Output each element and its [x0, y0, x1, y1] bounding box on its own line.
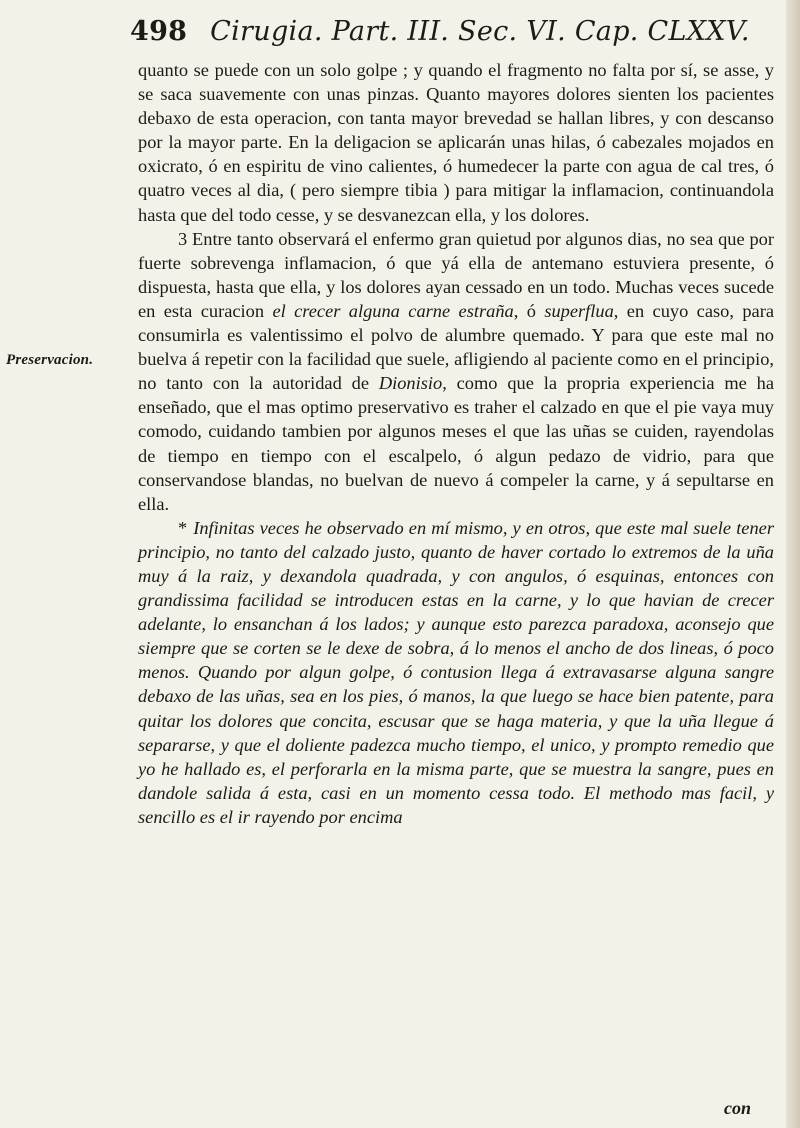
running-header [130, 16, 770, 47]
page-gutter-shadow [786, 0, 800, 1128]
text-run: , en cuyo caso, para consumirla es valentissimo el polvo de alumbre quemado. Y para que este mal no buelva á repetir con la facilidad que suele, afligiendo al paciente como en el principio, no tanto con la autoridad de [138, 300, 774, 394]
paragraph-3 [138, 227, 774, 516]
margin-note: Preservacion. [6, 352, 94, 368]
paragraph-continuation: quanto se puede con un solo golpe ; y quando el fragmento no falta por sí, se asse, y se saca suavemente con unas pinzas. Quanto mayores dolores sienten los pacientes debaxo de esta operacion, con tanta mayor brevedad se hallan libres, y con descanso por la mayor parte. En la deligacion se aplicarán unas hilas, ó cabezales mojados en oxicrato, ó en espiritu de vino calientes, ó humedecer la parte con agua de cal tres, ó quatro veces al dia, ( pero siempre tibia ) para mitigar la inflamacion, continuandola hasta que del todo cesse, y se desvanezcan ella, y los dolores. [138, 60, 774, 225]
footnote-asterisk: * [178, 517, 188, 538]
italic-phrase: superflua [544, 300, 614, 321]
text-run: , como que la propria experiencia me ha enseñado, que el mas optimo preservativo es traher el calzado en que el pie vaya muy comodo, cuidando tambien por algunos meses el que las uñas se cuiden, rayendolas de tiempo en tiempo con el escalpelo, ó algun pedazo de vidrio, para que conservandose blandas, no buelvan de nuevo á compeler la carne, y á sepultarse en ella. [138, 373, 775, 514]
body-text [138, 58, 774, 829]
italic-phrase: el crecer alguna carne estraña [272, 300, 514, 321]
text-run: 3 Entre tanto observará el enfermo gran quietud por algunos dias, no sea que por fuerte sobrevenga inflamacion, ó que yá ella de antemano estuviera presente, ó dispuesta, hasta que ella, y los dolores ayan cessado en un todo. Muchas veces sucede en esta curacion [138, 228, 774, 321]
text-run: , ó [513, 300, 545, 321]
footnote [138, 516, 774, 829]
running-title: Cirugia. Part. III. Sec. VI. Cap. CLXXV. [210, 16, 750, 47]
catchword: con [724, 1098, 751, 1118]
page-number: 498 [130, 16, 188, 47]
italic-phrase: Dionisio [378, 373, 443, 394]
footnote-text: Infinitas veces he observado en mí mismo, y en otros, que este mal suele tener principio, no tanto del calzado justo, quanto de haver cortado lo extremos de la uña muy á la raiz, y dexandola quadrada, y con angulos, ó esquinas, entonces con grandissima facilidad se introducen estas en la carne, y lo que havian de crecer adelante, lo ensanchan á los lados; y aunque esto parezca paradoxa, aconsejo que siempre que se corten se le dexe de sobra, á lo menos el ancho de dos lineas, ó poco menos. Quando por algun golpe, ó contusion llega á extravasarse alguna sangre debaxo de las uñas, sea en los pies, ó manos, la que luego se hace bien patente, para quitar los dolores que concita, escusar que se haga materia, y que la uña llegue á separarse, y que el doliente padezca mucho tiempo, el unico, y prompto remedio que yo he hallado es, el perforarla en la misma parte, que se muestra la sangre, pues en dandole salida á esta, casi en un momento cessa todo. El methodo mas facil, y sencillo es el ir rayendo por encima [138, 517, 774, 827]
